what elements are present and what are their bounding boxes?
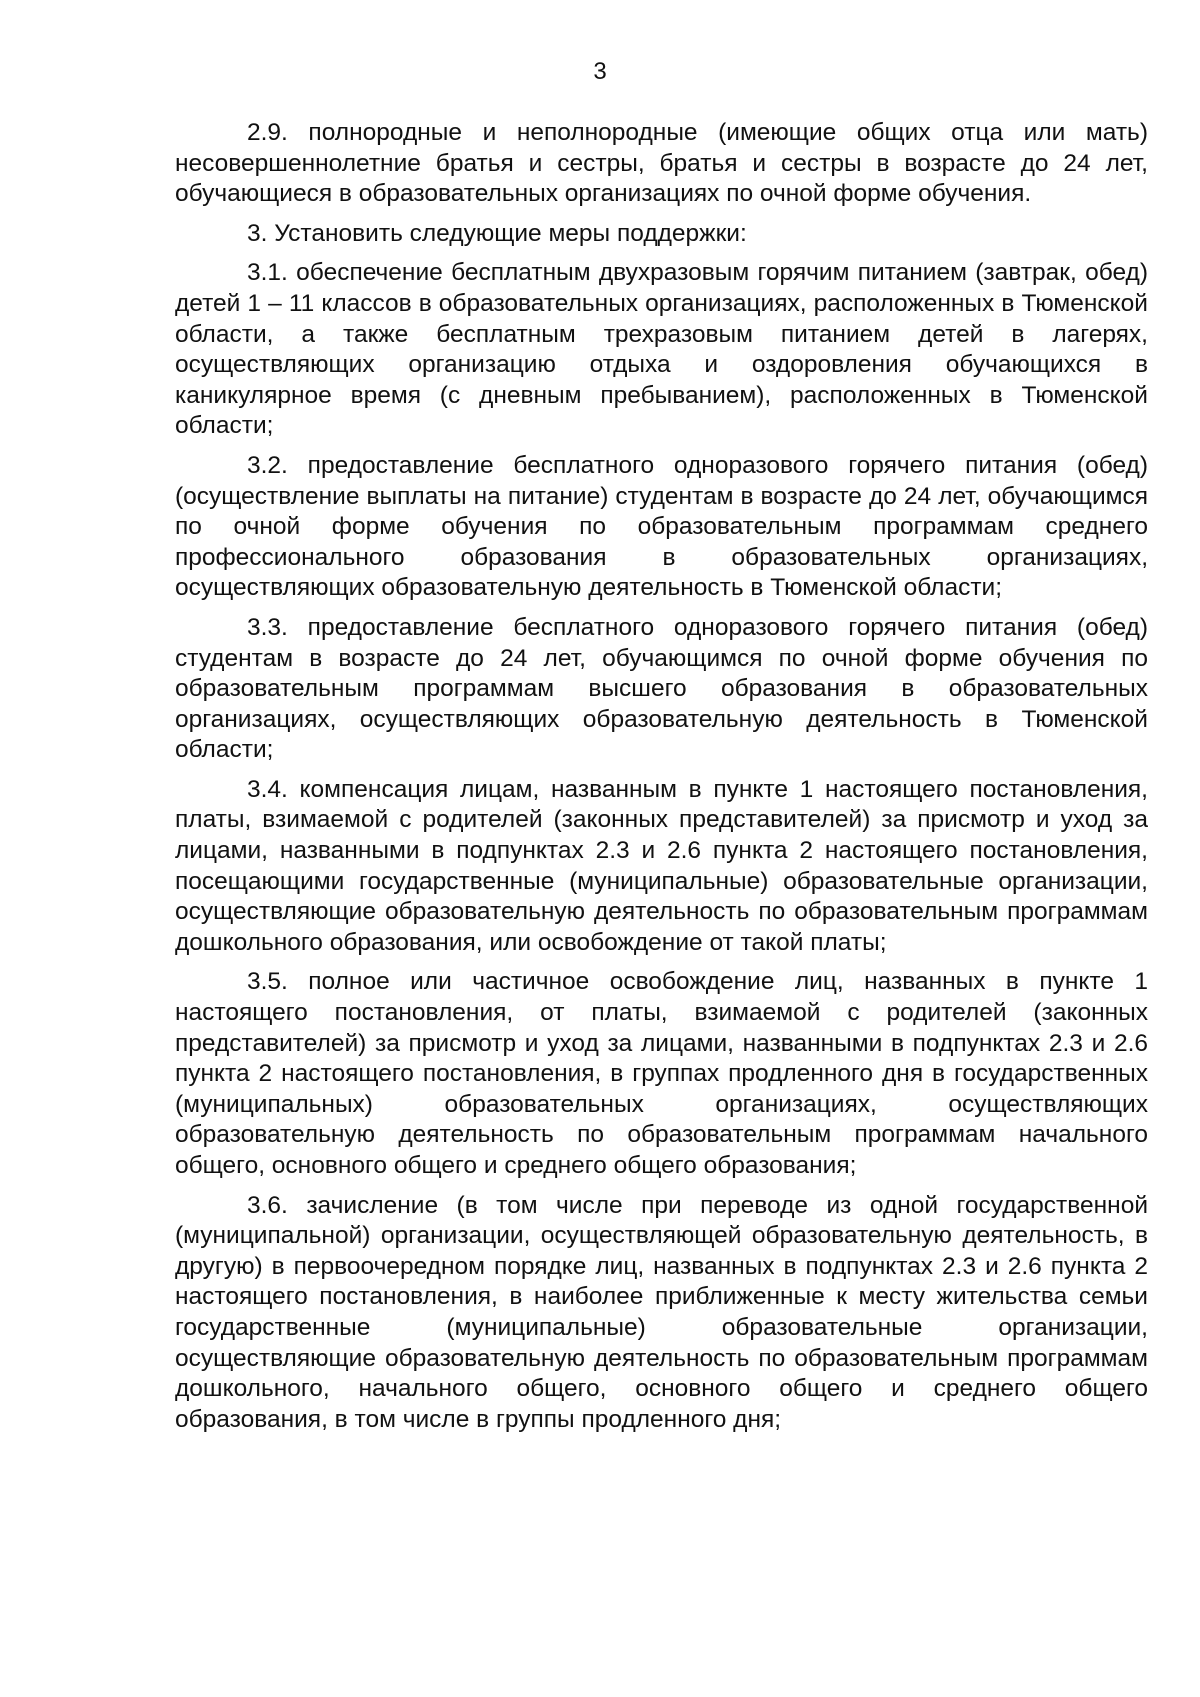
paragraph-3-1: 3.1. обеспечение бесплатным двухразовым горячим питанием (завтрак, обед) детей 1 – 11 классов в образовательных организациях, расположенных в Тюменской области, а также бесплатным трехразовым питанием детей в лагерях, осуществляющих организацию отдыха и оздоровления обучающихся в каникулярное время (с дневным пребыванием), расположенных в Тюменской области;: [175, 259, 1148, 440]
paragraph-3-2: 3.2. предоставление бесплатного одноразового горячего питания (обед) (осуществление выплаты на питание) студентам в возрасте до 24 лет, обучающимся по очной форме обучения по образовательным программам среднего профессионального образования в образовательных организациях, осуществляющих образовательную деятельность в Тюменской области;: [175, 451, 1148, 602]
page-number: 3: [593, 58, 607, 85]
paragraph-2-9: 2.9. полнородные и неполнородные (имеющие общих отца или мать) несовершеннолетние братья и сестры, братья и сестры в возрасте до 24 лет, обучающиеся в образовательных организациях по очной форме обучения.: [175, 119, 1148, 208]
paragraph-3-6: 3.6. зачисление (в том числе при переводе из одной государственной (муниципальной) организации, осуществляющей образовательную деятельность, в другую) в первоочередном порядке лиц, названных в подпунктах 2.3 и 2.6 пункта 2 настоящего постановления, в наиболее приближенные к месту жительства семьи государственные (муниципальные) образовательные организации, осуществляющие образовательную деятельность по образовательным программам дошкольного, начального общего, основного общего и среднего общего образования, в том числе в группы продленного дня;: [175, 1191, 1148, 1433]
paragraph-3: 3. Установить следующие меры поддержки:: [247, 219, 747, 247]
paragraph-3-5: 3.5. полное или частичное освобождение лиц, названных в пункте 1 настоящего постановления, от платы, взимаемой с родителей (законных представителей) за присмотр и уход за лицами, названными в подпунктах 2.3 и 2.6 пункта 2 настоящего постановления, в группах продленного дня в государственных (муниципальных) образовательных организациях, осуществляющих образовательную деятельность по образовательным программам начального общего, основного общего и среднего общего образования;: [175, 968, 1148, 1179]
paragraph-3-3: 3.3. предоставление бесплатного одноразового горячего питания (обед) студентам в возрасте до 24 лет, обучающимся по очной форме обучения по образовательным программам высшего образования в образовательных организациях, осуществляющих образовательную деятельность в Тюменской области;: [175, 613, 1148, 764]
paragraph-3-4: 3.4. компенсация лицам, названным в пункте 1 настоящего постановления, платы, взимаемой с родителей (законных представителей) за присмотр и уход за лицами, названными в подпунктах 2.3 и 2.6 пункта 2 настоящего постановления, посещающими государственные (муниципальные) образовательные организации, осуществляющие образовательную деятельность по образовательным программам дошкольного образования, или освобождение от такой платы;: [175, 775, 1148, 956]
document-body: [175, 118, 1148, 1444]
